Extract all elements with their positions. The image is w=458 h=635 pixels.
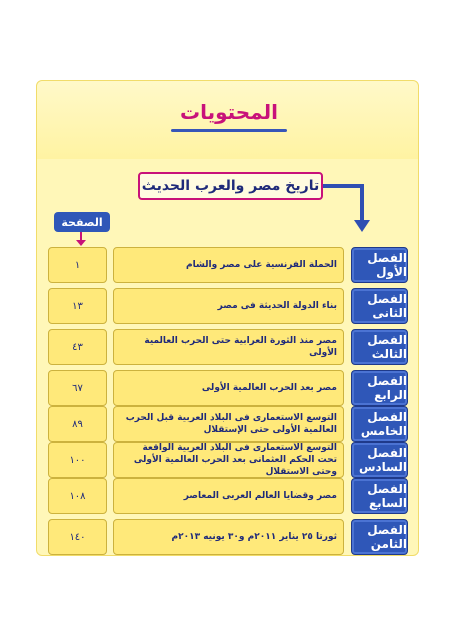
- toc-row[interactable]: [48, 478, 408, 514]
- page-number[interactable]: ١: [48, 247, 107, 283]
- page-number[interactable]: ١٣: [48, 288, 107, 324]
- page-number[interactable]: ٦٧: [48, 370, 107, 406]
- chapter-label[interactable]: الفصل الخامس: [351, 406, 408, 442]
- toc-row[interactable]: [48, 247, 408, 283]
- chapter-title[interactable]: مصر بعد الحرب العالمية الأولى: [113, 370, 344, 406]
- small-down-arrow-icon: [76, 240, 86, 246]
- page-number[interactable]: ٤٣: [48, 329, 107, 365]
- chapter-title[interactable]: بناء الدولة الحديثة فى مصر: [113, 288, 344, 324]
- chapter-label[interactable]: الفصل الأول: [351, 247, 408, 283]
- toc-row[interactable]: [48, 288, 408, 324]
- toc-row[interactable]: [48, 329, 408, 365]
- chapter-label[interactable]: الفصل الثامن: [351, 519, 408, 555]
- down-arrow-icon: [354, 220, 370, 232]
- page-column-label: الصفحة: [54, 212, 110, 232]
- chapter-title[interactable]: التوسع الاستعمارى فى البلاد العربية الواقعة تحت الحكم العثمانى بعد الحرب العالمية الأولى وحتى الاستقلال: [113, 442, 344, 478]
- toc-row[interactable]: [48, 442, 408, 478]
- chapter-title[interactable]: الحملة الفرنسية على مصر والشام: [113, 247, 344, 283]
- book-title: تاريخ مصر والعرب الحديث: [138, 172, 323, 200]
- chapter-title[interactable]: مصر وقضايا العالم العربى المعاصر: [113, 478, 344, 514]
- chapter-title[interactable]: ثورتا ٢٥ يناير ٢٠١١م و٣٠ يونيه ٢٠١٣م: [113, 519, 344, 555]
- page-number[interactable]: ٨٩: [48, 406, 107, 442]
- chapter-label[interactable]: الفصل السابع: [351, 478, 408, 514]
- connector-arrow-line: [323, 184, 363, 188]
- toc-row[interactable]: [48, 406, 408, 442]
- title-underline: [171, 129, 287, 132]
- page-number[interactable]: ١٠٨: [48, 478, 107, 514]
- chapter-label[interactable]: الفصل السادس: [351, 442, 408, 478]
- toc-row[interactable]: [48, 519, 408, 555]
- toc-row[interactable]: [48, 370, 408, 406]
- chapter-label[interactable]: الفصل الرابع: [351, 370, 408, 406]
- connector-arrow-stem: [360, 184, 364, 222]
- chapter-label[interactable]: الفصل الثالث: [351, 329, 408, 365]
- chapter-label[interactable]: الفصل الثانى: [351, 288, 408, 324]
- page-number[interactable]: ١٠٠: [48, 442, 107, 478]
- chapter-title[interactable]: مصر منذ الثورة العرابية حتى الحرب العالمية الأولى: [113, 329, 344, 365]
- page-title: المحتويات: [179, 100, 278, 124]
- chapter-title[interactable]: التوسع الاستعمارى فى البلاد العربية قبل الحرب العالمية الأولى حتى الإستقلال: [113, 406, 344, 442]
- page-number[interactable]: ١٤٠: [48, 519, 107, 555]
